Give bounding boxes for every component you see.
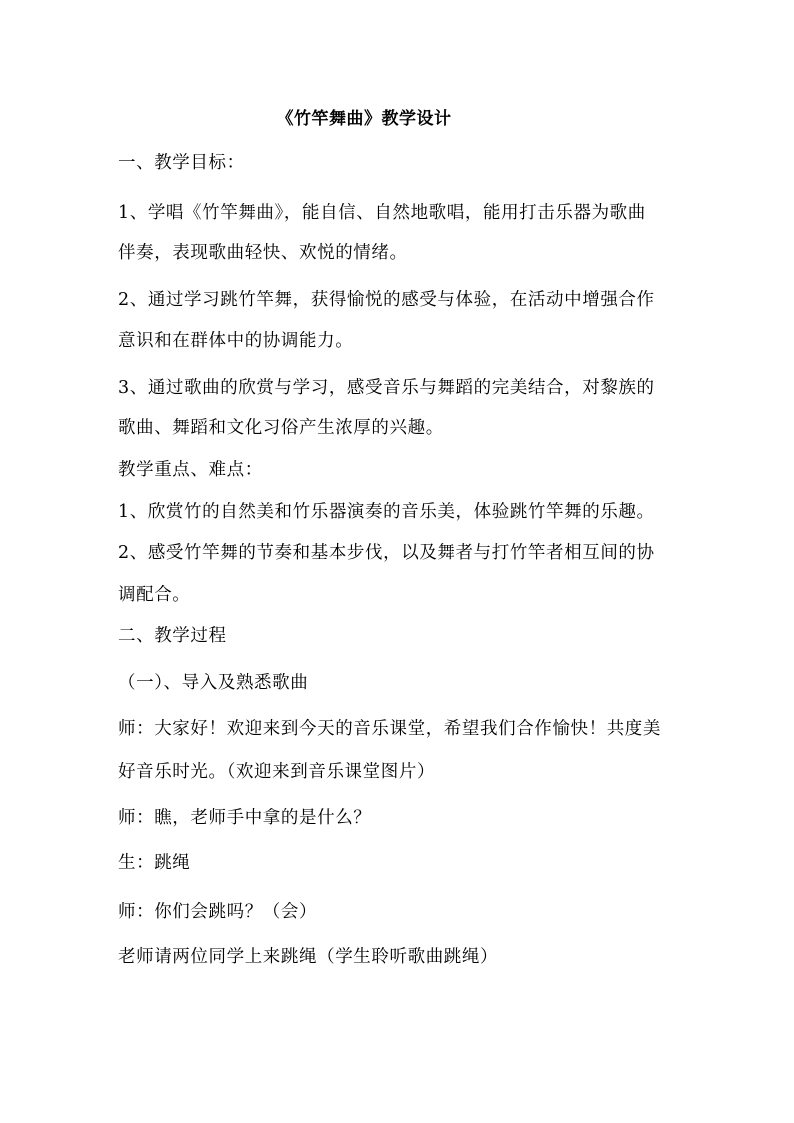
paragraph-line: 伴奏，表现歌曲轻快、欢悦的情绪。 bbox=[118, 243, 408, 263]
paragraph-line: 2、通过学习跳竹竿舞，获得愉悦的感受与体验，在活动中增强合作 bbox=[118, 290, 655, 310]
subsection-heading: （一）、导入及熟悉歌曲 bbox=[118, 673, 309, 693]
paragraph-line: 歌曲、舞蹈和文化习俗产生浓厚的兴趣。 bbox=[118, 418, 444, 438]
document-title: 《竹竿舞曲》教学设计 bbox=[276, 109, 452, 129]
dialogue-line: 师：你们会跳吗？（会） bbox=[118, 902, 318, 922]
section-heading-process: 二、教学过程 bbox=[118, 626, 227, 646]
dialogue-line: 生：跳绳 bbox=[118, 853, 191, 873]
dialogue-line: 好音乐时光。（欢迎来到音乐课堂图片） bbox=[118, 762, 436, 782]
dialogue-line: 老师请两位同学上来跳绳（学生聆听歌曲跳绳） bbox=[118, 947, 499, 967]
paragraph-line: 3、通过歌曲的欣赏与学习，感受音乐与舞蹈的完美结合，对黎族的 bbox=[118, 378, 655, 398]
paragraph-line: 1、学唱《竹竿舞曲》，能自信、自然地歌唱，能用打击乐器为歌曲 bbox=[118, 203, 646, 223]
section-heading-objectives: 一、教学目标： bbox=[118, 153, 245, 173]
section-heading-key-points: 教学重点、难点： bbox=[118, 460, 263, 480]
dialogue-line: 师：大家好！欢迎来到今天的音乐课堂，希望我们合作愉快！共度美 bbox=[118, 719, 661, 739]
paragraph-line: 1、欣赏竹的自然美和竹乐器演奏的音乐美，体验跳竹竿舞的乐趣。 bbox=[118, 502, 655, 522]
dialogue-line: 师：瞧，老师手中拿的是什么？ bbox=[118, 808, 372, 828]
paragraph-line: 2、感受竹竿舞的节奏和基本步伐，以及舞者与打竹竿者相互间的协 bbox=[118, 543, 655, 563]
paragraph-line: 调配合。 bbox=[118, 585, 191, 605]
paragraph-line: 意识和在群体中的协调能力。 bbox=[118, 331, 354, 351]
